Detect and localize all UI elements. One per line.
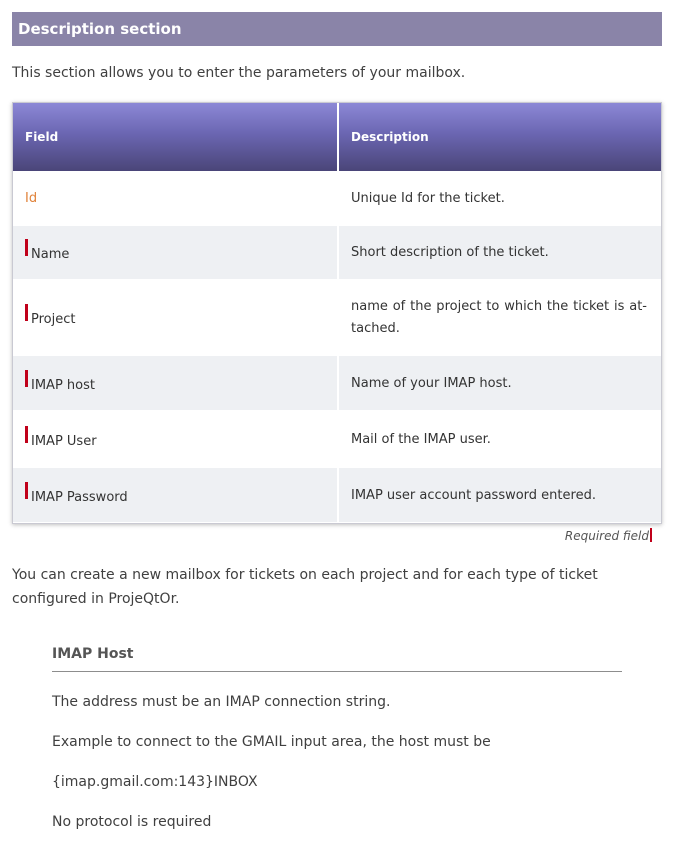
table-row bbox=[13, 172, 661, 225]
field-cell bbox=[13, 467, 338, 522]
required-marker-icon bbox=[650, 528, 652, 542]
table-header-row bbox=[13, 103, 661, 172]
section-title: Description section bbox=[18, 20, 182, 38]
description-cell: name of the project to which the ticket is at-tached. bbox=[338, 280, 661, 355]
table-row bbox=[13, 411, 661, 467]
fields-table bbox=[12, 102, 662, 524]
description-cell: Unique Id for the ticket. bbox=[338, 172, 661, 225]
field-label: IMAP User bbox=[31, 433, 97, 449]
field-cell bbox=[13, 225, 338, 280]
field-cell bbox=[13, 172, 338, 225]
description-cell: Mail of the IMAP user. bbox=[338, 411, 661, 467]
table-row bbox=[13, 355, 661, 411]
required-marker-icon bbox=[25, 239, 28, 256]
description-cell: Short description of the ticket. bbox=[338, 225, 661, 280]
mailbox-paragraph: You can create a new mailbox for tickets on each project and for each type of ticket configured in ProjeQtOr. bbox=[12, 567, 598, 607]
imap-host-line: The address must be an IMAP connection string. bbox=[52, 694, 391, 710]
table-row bbox=[13, 225, 661, 280]
required-field-legend bbox=[565, 528, 652, 543]
section-intro: This section allows you to enter the parameters of your mailbox. bbox=[12, 65, 466, 81]
field-label: Project bbox=[31, 312, 76, 327]
field-cell bbox=[13, 411, 338, 467]
required-marker-icon bbox=[25, 304, 28, 321]
field-cell bbox=[13, 355, 338, 411]
description-cell: Name of your IMAP host. bbox=[338, 355, 661, 411]
legend-label: Required field bbox=[564, 529, 649, 543]
section-header bbox=[12, 12, 662, 46]
header-field: Field bbox=[13, 103, 338, 172]
header-description: Description bbox=[338, 103, 661, 172]
table-row bbox=[13, 467, 661, 522]
required-marker-icon bbox=[25, 370, 28, 387]
field-label: IMAP host bbox=[31, 377, 95, 393]
imap-host-line: Example to connect to the GMAIL input area, the host must be bbox=[52, 734, 491, 750]
imap-host-example: {imap.gmail.com:143}INBOX bbox=[52, 774, 258, 790]
field-label: IMAP Password bbox=[31, 489, 128, 505]
required-marker-icon bbox=[25, 482, 28, 499]
imap-host-heading: IMAP Host bbox=[52, 646, 622, 672]
imap-host-line: No protocol is required bbox=[52, 814, 212, 830]
description-cell: IMAP user account password entered. bbox=[338, 467, 661, 522]
field-label: Name bbox=[31, 247, 70, 262]
required-marker-icon bbox=[25, 426, 28, 443]
table-row bbox=[13, 280, 661, 355]
field-label-id: Id bbox=[25, 191, 38, 206]
field-cell bbox=[13, 280, 338, 355]
